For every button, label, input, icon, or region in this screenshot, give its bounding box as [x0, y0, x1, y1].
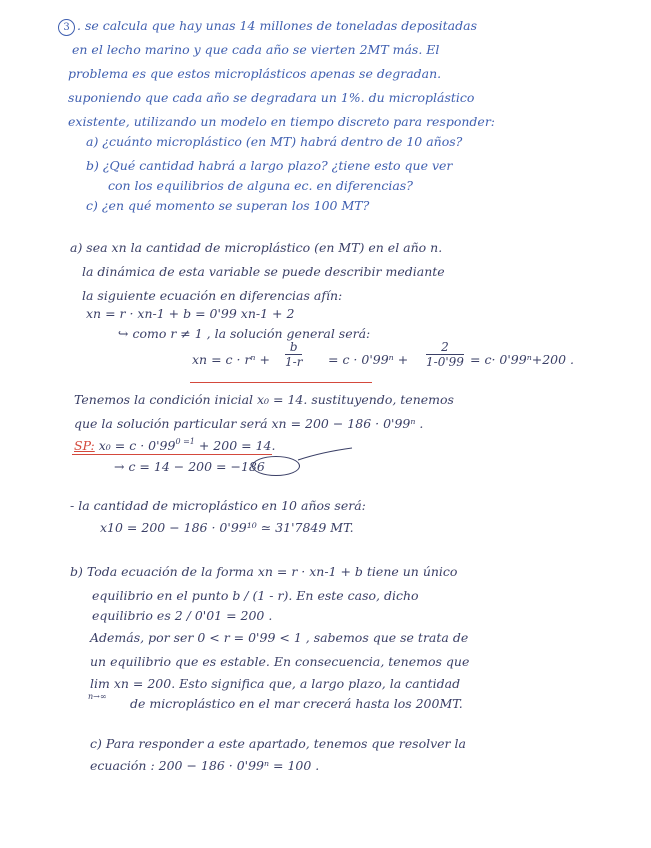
problem-line-4: suponiendo que cada año se degradara un 1%. du microplástico	[68, 90, 475, 105]
problem-number-badge: 3	[58, 19, 75, 36]
red-underline-general	[190, 382, 372, 383]
sp-exponent: 0 =1	[175, 437, 195, 446]
fraction-2-numerator: 2	[426, 340, 464, 355]
fraction-1-numerator: b	[285, 340, 302, 355]
general-solution-right: = c· 0'99ⁿ+200 .	[470, 352, 575, 367]
problem-line-2: en el lecho marino y que cada año se vierten 2MT más. El	[72, 42, 440, 57]
question-b-cont: con los equilibrios de alguna ec. en diferencias?	[108, 178, 413, 193]
problem-line-5: existente, utilizando un modelo en tiempo discreto para responder:	[68, 114, 496, 129]
fraction-b-over-1-r	[285, 340, 302, 369]
part-c-line-1: c) Para responder a este apartado, tenemos que resolver la	[90, 736, 466, 751]
problem-text-1: . se calcula que hay unas 14 millones de toneladas depositadas	[77, 18, 477, 33]
fraction-2-denominator: 1-0'99	[426, 355, 464, 369]
circled-c-value	[252, 456, 300, 476]
sp-label: SP:	[74, 438, 95, 453]
part-b-line-4: Además, por ser 0 < r = 0'99 < 1 , sabemos que se trata de	[90, 630, 469, 645]
part-a-line-2: la dinámica de esta variable se puede describir mediante	[82, 264, 445, 279]
ten-years-intro: - la cantidad de microplástico en 10 años será:	[70, 498, 366, 513]
part-c-line-2: ecuación : 200 − 186 · 0'99ⁿ = 100 .	[90, 758, 320, 773]
part-b-line-7: de microplástico en el mar crecerá hasta los 200MT.	[130, 696, 463, 711]
part-b-line-6: lim xn = 200. Esto significa que, a largo plazo, la cantidad	[90, 676, 461, 691]
fraction-2-over-0-01	[426, 340, 464, 369]
initial-condition-line: Tenemos la condición inicial x₀ = 14. sustituyendo, tenemos	[74, 392, 454, 407]
general-solution-left: xn = c · rⁿ +	[192, 352, 270, 367]
fraction-1-denominator: 1-r	[285, 355, 303, 369]
part-b-line-5: un equilibrio que es estable. En consecuencia, tenemos que	[90, 654, 470, 669]
question-b: b) ¿Qué cantidad habrá a largo plazo? ¿tiene esto que ver	[86, 158, 453, 173]
problem-line-1	[58, 18, 477, 36]
ten-years-equation: x10 = 200 − 186 · 0'99¹⁰ ≃ 31'7849 MT.	[100, 520, 354, 535]
part-a-line-3: la siguiente ecuación en diferencias afín:	[82, 288, 343, 303]
constant-c-line	[114, 459, 265, 474]
general-solution-mid: = c · 0'99ⁿ +	[328, 352, 409, 367]
part-b-line-1: b) Toda ecuación de la forma xn = r · xn-1 + b tiene un único	[70, 564, 458, 579]
particular-solution-line: que la solución particular será xn = 200 − 186 · 0'99ⁿ .	[74, 416, 424, 431]
sp-equation: x₀ = c · 0'99	[98, 438, 176, 453]
sp-substitution	[74, 438, 275, 455]
problem-line-3: problema es que estos microplásticos apenas se degradan.	[68, 66, 442, 81]
arrow-curve	[296, 446, 356, 470]
general-solution-intro: ↪ como r ≠ 1 , la solución general será:	[118, 326, 371, 341]
constant-c-value: −186	[230, 459, 265, 474]
recurrence-equation: xn = r · xn-1 + b = 0'99 xn-1 + 2	[86, 306, 295, 321]
limit-subscript: n→∞	[88, 692, 107, 701]
constant-c-text: → c = 14 − 200 =	[114, 459, 227, 474]
question-c: c) ¿en qué momento se superan los 100 MT?	[86, 198, 370, 213]
red-underline-sp	[72, 454, 272, 455]
part-b-line-3: equilibrio es 2 / 0'01 = 200 .	[92, 608, 273, 623]
part-b-line-2: equilibrio en el punto b / (1 - r). En este caso, dicho	[92, 588, 419, 603]
part-a-line-1: a) sea xn la cantidad de microplástico (en MT) en el año n.	[70, 240, 443, 255]
question-a: a) ¿cuánto microplástico (en MT) habrá dentro de 10 años?	[86, 134, 463, 149]
sp-equation-rest: + 200 = 14.	[198, 438, 276, 453]
